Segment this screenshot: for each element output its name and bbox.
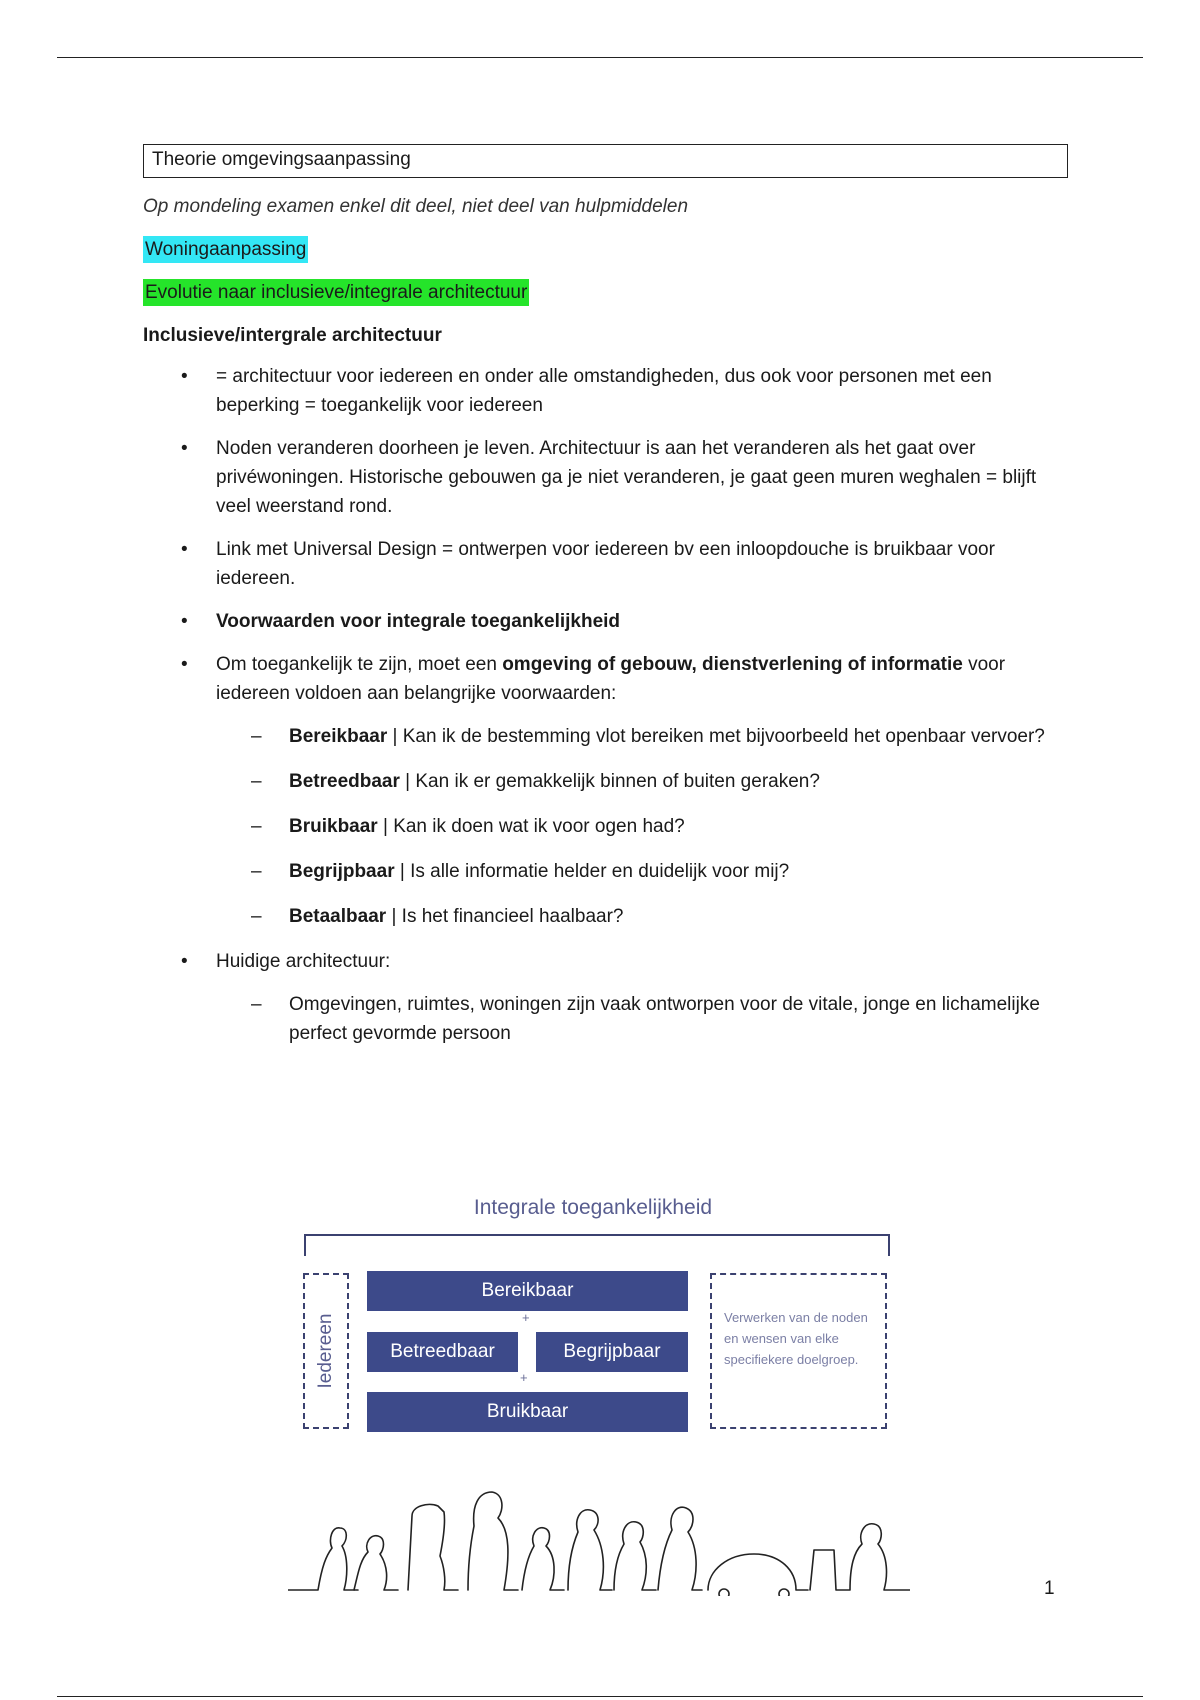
bullet-text: Om toegankelijk te zijn, moet een [216, 654, 503, 675]
bullet-item: • Noden veranderen doorheen je leven. Architectuur is aan het veranderen als het gaat over privéwoningen. Historische gebouwen ga je niet veranderen, je gaat geen muren weghalen = blijft veel weerstand rond. [143, 434, 1068, 521]
page-number: 1 [1044, 1578, 1055, 1599]
bullet-text: voor iedereen voldoen aan belangrijke voorwaarden: [216, 654, 1006, 704]
iedereen-label: Iedereen [315, 1313, 336, 1389]
plus-sign: + [522, 1310, 530, 1325]
conditions-list [216, 722, 1068, 931]
condition-term: Begrijpbaar [289, 861, 395, 882]
condition-text: | Kan ik de bestemming vlot bereiken met bijvoorbeeld het openbaar vervoer? [387, 726, 1045, 747]
current-arch-item: – Omgevingen, ruimtes, woningen zijn vaak ontworpen voor de vitale, jonge en lichamelijke perfect gevormde persoon [216, 990, 1068, 1048]
condition-item [216, 767, 1068, 796]
condition-item [216, 857, 1068, 886]
iedereen-box [303, 1273, 349, 1429]
section-title: Theorie omgevingsaanpassing [152, 149, 411, 170]
condition-item [216, 902, 1068, 931]
bullet-bold-text: Voorwaarden voor integrale toegankelijkheid [216, 611, 621, 632]
bullet-bold-text: omgeving of gebouw, dienstverlening of informatie [502, 654, 963, 675]
bullet-item: • Link met Universal Design = ontwerpen voor iedereen bv een inloopdouche is bruikbaar voor iedereen. [143, 535, 1068, 593]
diagram-note-box [710, 1273, 887, 1429]
block-bereikbaar: Bereikbaar [367, 1271, 688, 1311]
bullet-item [143, 947, 1068, 1048]
block-begrijpbaar: Begrijpbaar [536, 1332, 688, 1372]
bullet-list [143, 362, 1068, 1048]
bullet-text: Huidige architectuur: [216, 951, 391, 972]
header-rule [57, 57, 1143, 58]
subheading: Inclusieve/intergrale architectuur [143, 325, 442, 346]
condition-term: Betaalbaar [289, 906, 387, 927]
highlight-woningaanpassing: Woningaanpassing [143, 236, 308, 263]
bullet-item: • = architectuur voor iedereen en onder alle omstandigheden, dus ook voor personen met een beperking = toegankelijk voor iedereen [143, 362, 1068, 420]
condition-term: Betreedbaar [289, 771, 400, 792]
exam-note: Op mondeling examen enkel dit deel, niet deel van hulpmiddelen [143, 196, 689, 217]
condition-text: | Kan ik er gemakkelijk binnen of buiten geraken? [399, 771, 820, 792]
condition-item [216, 722, 1068, 751]
block-betreedbaar: Betreedbaar [367, 1332, 518, 1372]
footer-rule [57, 1696, 1143, 1697]
current-arch-list [216, 990, 1068, 1048]
condition-text: | Is het financieel haalbaar? [386, 906, 624, 927]
diagram-title: Integrale toegankelijkheid [473, 1196, 713, 1219]
diagram-note: Verwerken van de noden en wensen van elke specifiekere doelgroep. [724, 1310, 868, 1367]
diagram-bracket [304, 1234, 890, 1256]
condition-text: | Is alle informatie helder en duidelijk voor mij? [394, 861, 790, 882]
condition-term: Bruikbaar [289, 816, 378, 837]
bullet-item [143, 650, 1068, 931]
condition-term: Bereikbaar [289, 726, 388, 747]
section-title-box [143, 144, 1068, 178]
condition-item [216, 812, 1068, 841]
block-bruikbaar: Bruikbaar [367, 1392, 688, 1432]
plus-sign: + [520, 1370, 528, 1385]
condition-text: | Kan ik doen wat ik voor ogen had? [377, 816, 685, 837]
highlight-evolutie: Evolutie naar inclusieve/integrale architectuur [143, 279, 529, 306]
people-silhouettes-illustration [288, 1456, 910, 1596]
bullet-item [143, 607, 1068, 636]
document-body [143, 144, 1068, 1064]
